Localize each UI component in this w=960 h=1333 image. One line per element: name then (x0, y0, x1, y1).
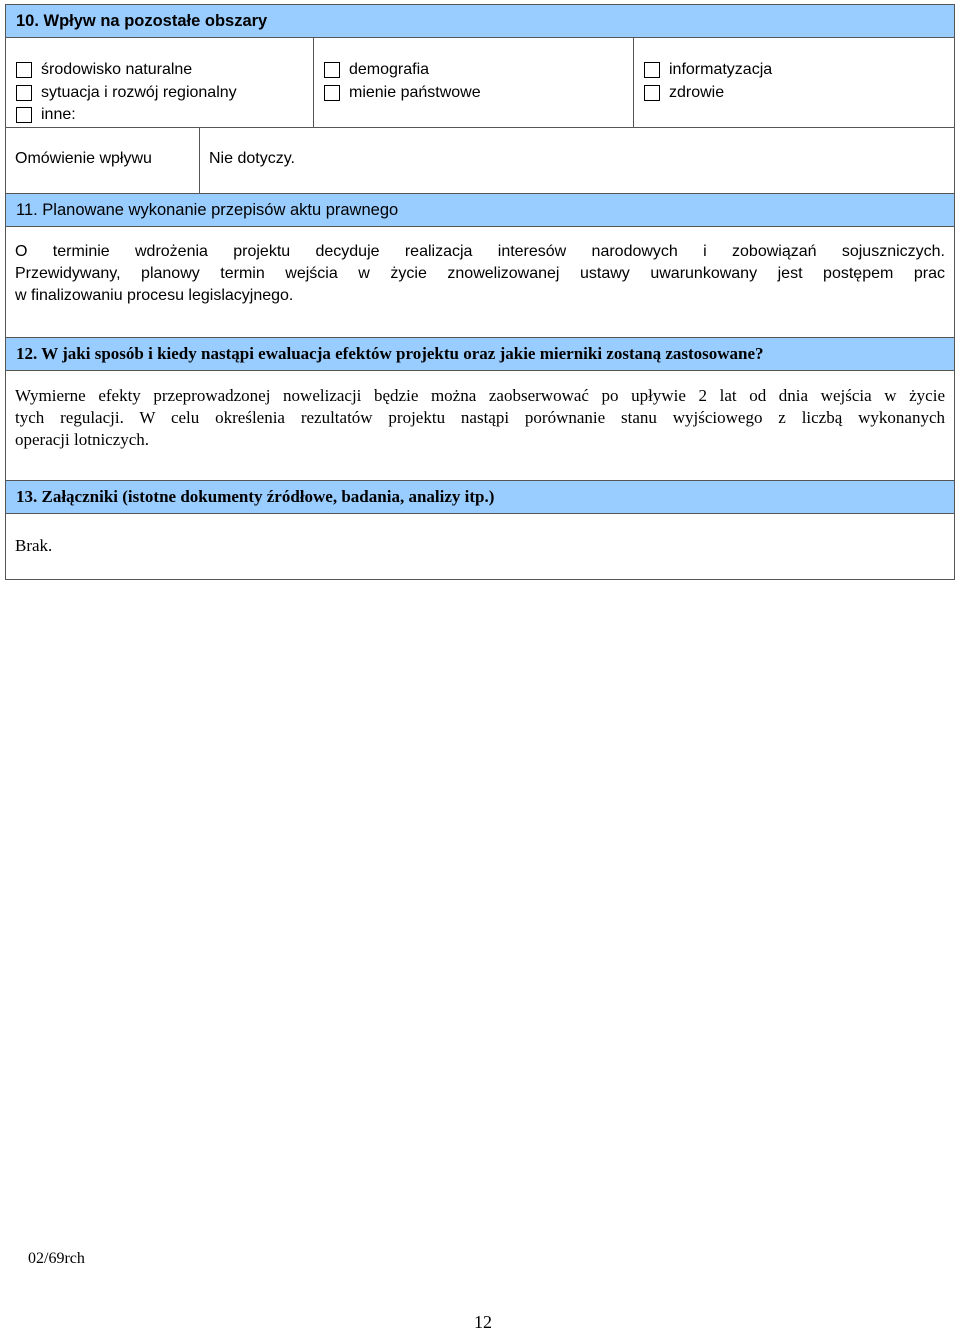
section-11-line-2: Przewidywany, planowy termin wejścia w życie znowelizowanej ustawy uwarunkowany jest postępem prac (15, 265, 945, 282)
section-11-body (6, 227, 954, 338)
section-11-line-1: O terminie wdrożenia projektu decyduje realizacja interesów narodowych i zobowiązań sojuszniczych. (15, 243, 945, 260)
section-12-header: 12. W jaki sposób i kiedy nastąpi ewaluacja efektów projektu oraz jakie mierniki zostaną zastosowane? (6, 338, 954, 371)
checkbox-box[interactable] (644, 62, 660, 78)
checkbox-box[interactable] (324, 62, 340, 78)
section-13-header: 13. Załączniki (istotne dokumenty źródłowe, badania, analizy itp.) (6, 481, 954, 514)
checkbox-column-2 (314, 38, 634, 127)
attachments-text: Brak. (15, 536, 53, 555)
section-11-header: 11. Planowane wykonanie przepisów aktu prawnego (6, 194, 954, 227)
regulatory-form (5, 4, 955, 580)
checkbox-informatization[interactable]: informatyzacja (644, 59, 952, 82)
checkbox-column-3 (634, 38, 952, 127)
impact-label: Omówienie wpływu (6, 128, 200, 193)
checkbox-column-1 (6, 38, 314, 127)
checkbox-state-property[interactable]: mienie państwowe (324, 82, 633, 105)
section-13-body (6, 514, 954, 580)
section-10-header: 10. Wpływ na pozostałe obszary (6, 5, 954, 38)
checkbox-box[interactable] (16, 85, 32, 101)
document-code: 02/69rch (28, 1250, 85, 1267)
checkbox-environment[interactable]: środowisko naturalne (16, 59, 313, 82)
section-12-line-1: Wymierne efekty przeprowadzonej nowelizacji będzie można zaobserwować po upływie 2 lat od dnia wejścia w życie (15, 386, 945, 405)
checkbox-other[interactable]: inne: (16, 104, 313, 127)
page-number: 12 (474, 1312, 492, 1332)
checkbox-box[interactable] (324, 85, 340, 101)
checkbox-box[interactable] (16, 62, 32, 78)
checkbox-demography[interactable]: demografia (324, 59, 633, 82)
section-12-line-2: tych regulacji. W celu określenia rezultatów projektu nastąpi porównanie stanu wyjściowego z liczbą wykonanych (15, 408, 945, 427)
impact-discussion-row (6, 128, 954, 194)
impact-areas-checkboxes (6, 38, 954, 128)
impact-value: Nie dotyczy. (209, 150, 295, 167)
checkbox-box[interactable] (644, 85, 660, 101)
section-11-line-3: w finalizowaniu procesu legislacyjnego. (15, 287, 294, 304)
section-12-body (6, 371, 954, 481)
section-12-line-3: operacji lotniczych. (15, 430, 150, 449)
checkbox-regional[interactable]: sytuacja i rozwój regionalny (16, 82, 313, 105)
checkbox-health[interactable]: zdrowie (644, 82, 952, 105)
checkbox-box[interactable] (16, 107, 32, 123)
